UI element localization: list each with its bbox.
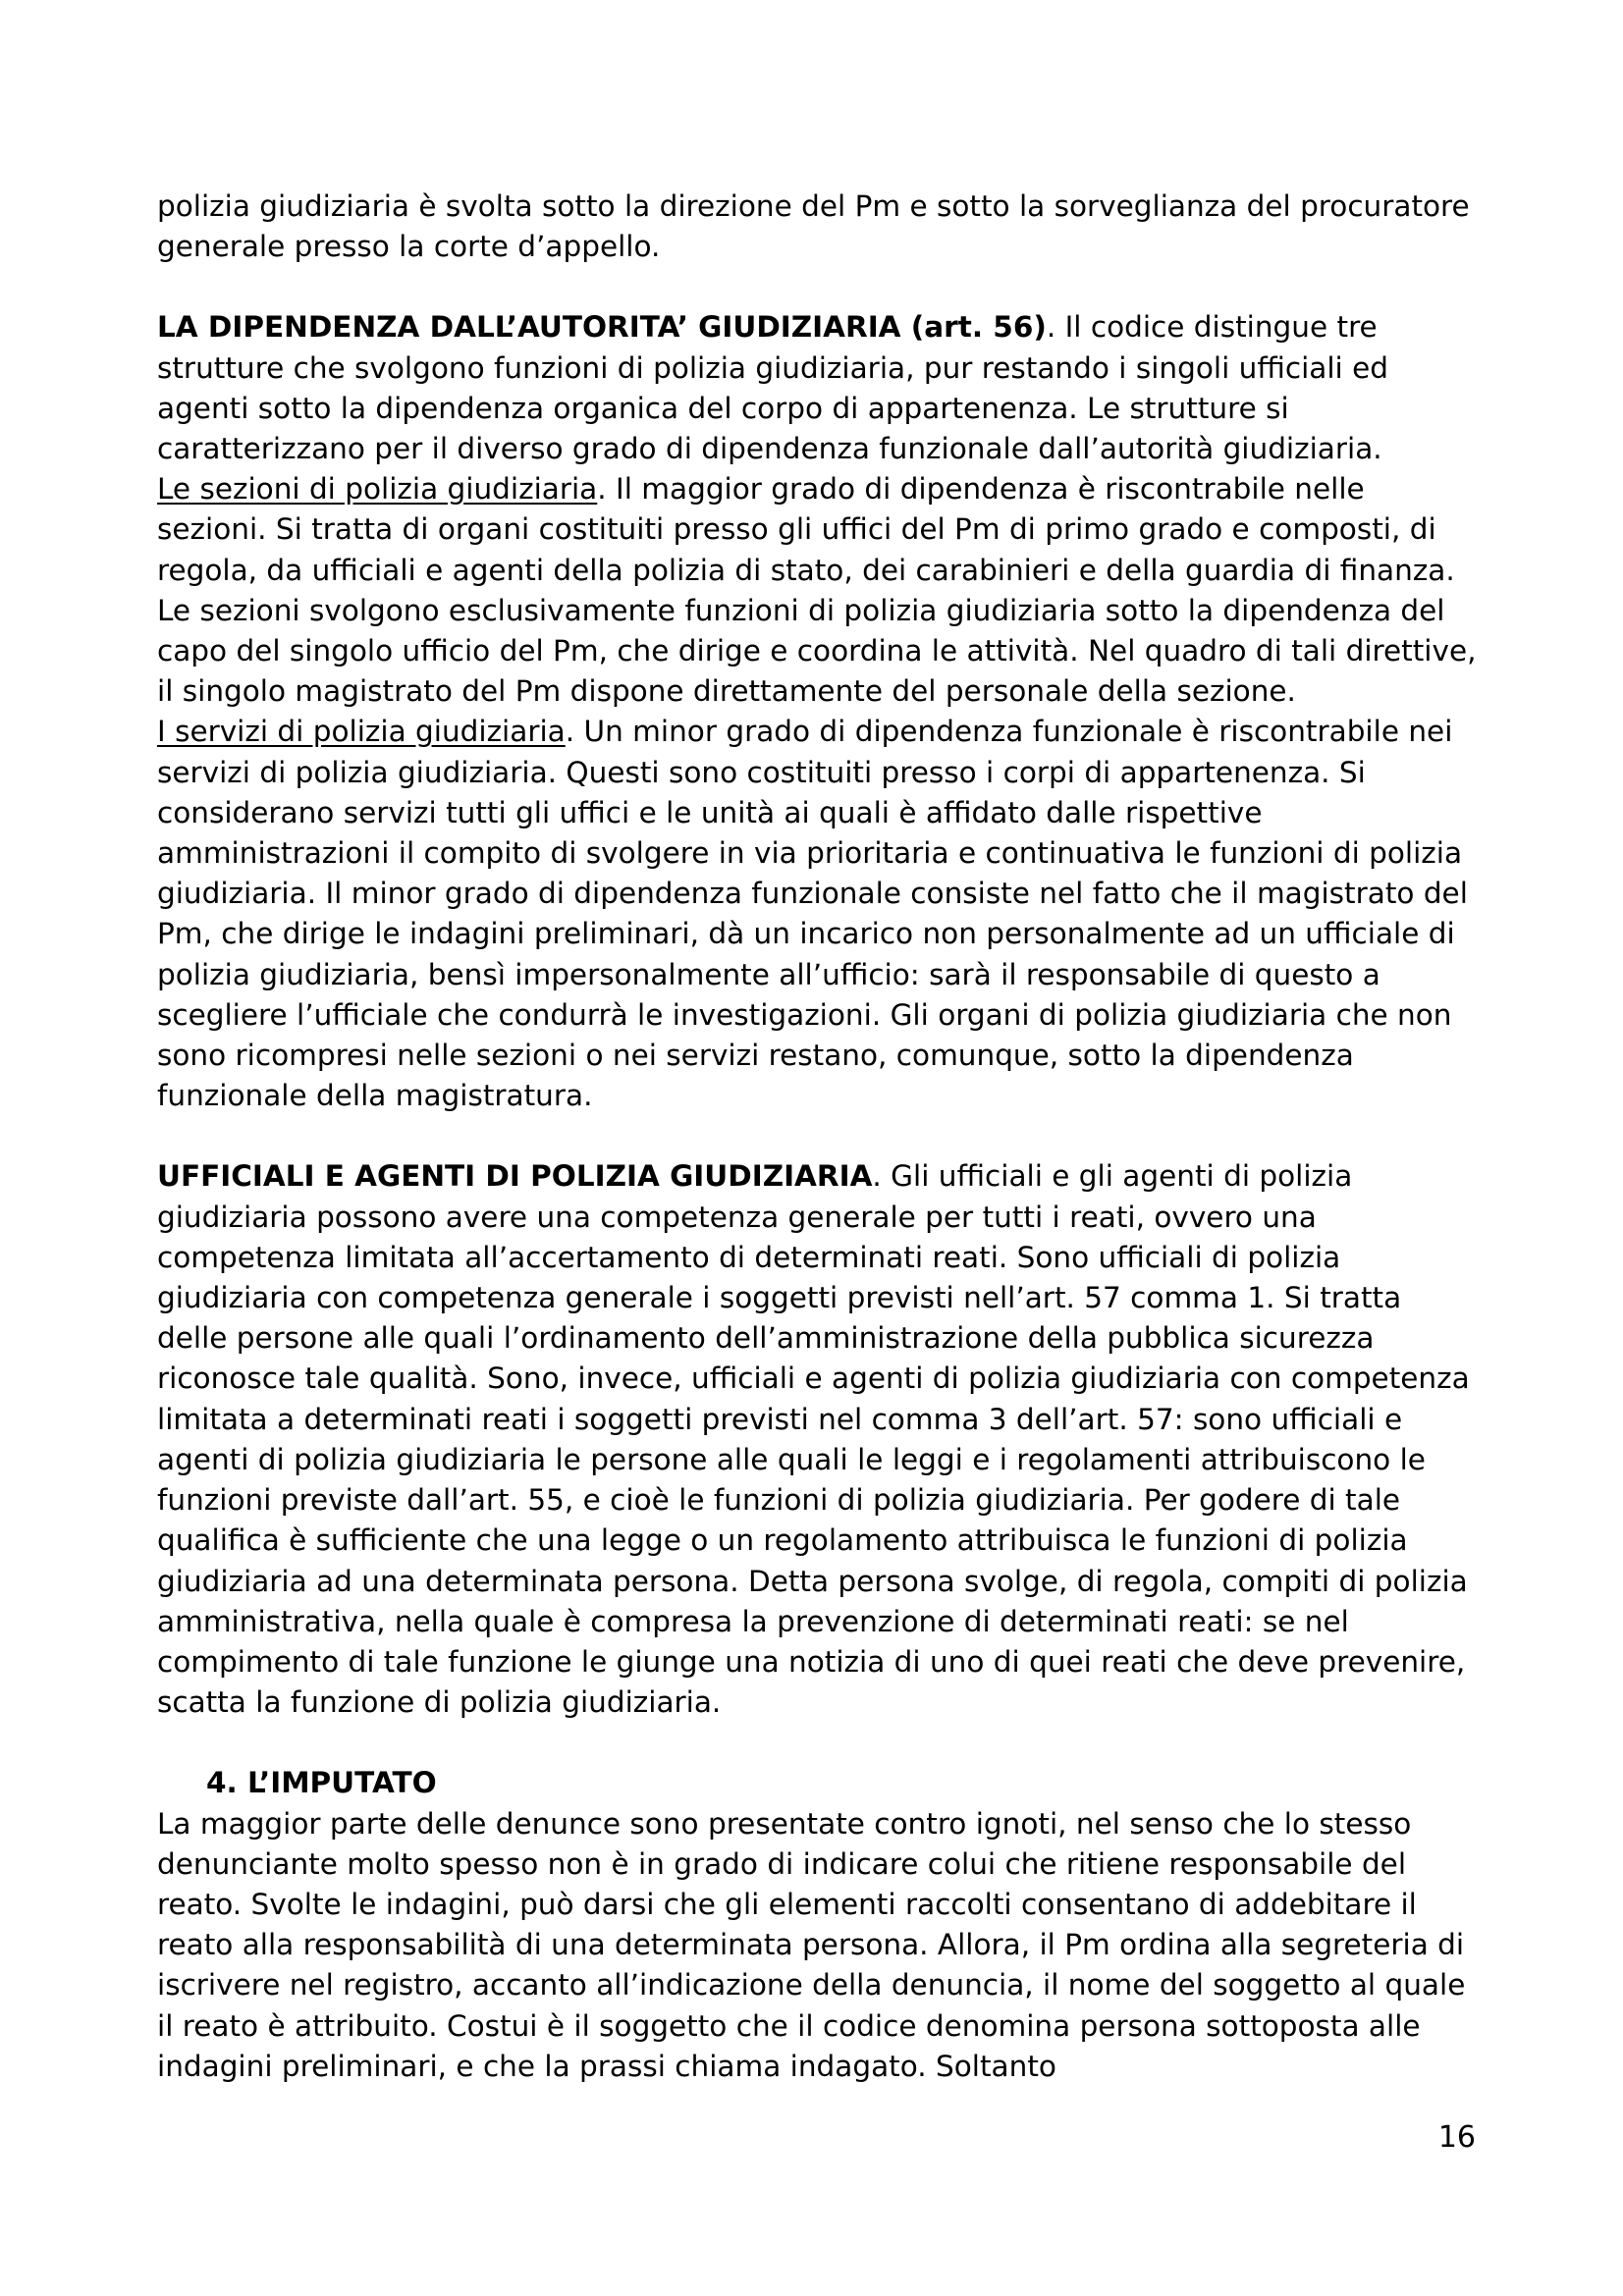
ufficiali-heading: UFFICIALI E AGENTI DI POLIZIA GIUDIZIARIA — [157, 1159, 873, 1194]
dipendenza-heading: LA DIPENDENZA DALL’AUTORITA’ GIUDIZIARIA (art. 56) — [157, 310, 1047, 345]
page-number: 16 — [1437, 2120, 1476, 2155]
ufficiali-paragraph — [157, 1156, 1478, 1723]
sezioni-text: . Il maggior grado di dipendenza è riscontrabile nelle sezioni. Si tratta di organi costituiti presso gli uffici del Pm di primo grado e composti, di regola, da ufficiali e agenti della polizia di stato, dei carabinieri e della guardia di finanza. Le sezioni svolgono esclusivamente funzioni di polizia giudiziaria sotto la dipendenza del capo del singolo ufficio del Pm, che dirige e coordina le attività. Nel quadro di tali direttive, il singolo magistrato del Pm dispone direttamente del personale della sezione. — [157, 472, 1477, 709]
ufficiali-text: . Gli ufficiali e gli agenti di polizia giudiziaria possono avere una competenza generale per tutti i reati, ovvero una competenza limitata all’accertamento di determinati reati. Sono ufficiali di polizia giudiziaria con competenza generale i soggetti previsti nell’art. 57 comma 1. Si tratta delle persone alle quali l’ordinamento dell’amministrazione della pubblica sicurezza riconosce tale qualità. Sono, invece, ufficiali e agenti di polizia giudiziaria con competenza limitata a determinati reati i soggetti previsti nel comma 3 dell’art. 57: sono ufficiali e agenti di polizia giudiziaria le persone alle quali le leggi e i regolamenti attribuiscono le funzioni previste dall’art. 55, e cioè le funzioni di polizia giudiziaria. Per godere di tale qualifica è sufficiente che una legge o un regolamento attribuisca le funzioni di polizia giudiziaria ad una determinata persona. Detta persona svolge, di regola, compiti di polizia amministrativa, nella quale è compresa la prevenzione di determinati reati: se nel compimento di tale funzione le giunge una notizia di uno di quei reati che deve prevenire, scatta la funzione di polizia giudiziaria. — [157, 1159, 1470, 1720]
sezioni-title: Le sezioni di polizia giudiziaria — [157, 472, 598, 507]
intro-paragraph — [157, 187, 1478, 267]
imputato-paragraph — [157, 1804, 1478, 2087]
dipendenza-text: . Il codice distingue tre strutture che svolgono funzioni di polizia giudiziaria, pur restando i singoli ufficiali ed agenti sotto la dipendenza organica del corpo di appartenenza. Le strutture si caratterizzano per il diverso grado di dipendenza funzionale dall’autorità giudiziaria. — [157, 310, 1388, 466]
section-number: 4. — [206, 1766, 238, 1800]
section-title: L’IMPUTATO — [247, 1766, 437, 1800]
servizi-paragraph — [157, 712, 1478, 1116]
servizi-text: . Un minor grado di dipendenza funzionale è riscontrabile nei servizi di polizia giudiziaria. Questi sono costituiti presso i corpi di appartenenza. Si considerano servizi tutti gli uffici e le unità ai quali è affidato dalle rispettive amministrazioni il compito di svolgere in via prioritaria e continuativa le funzioni di polizia giudiziaria. Il minor grado di dipendenza funzionale consiste nel fatto che il magistrato del Pm, che dirige le indagini preliminari, dà un incarico non personalmente ad un ufficiale di polizia giudiziaria, bensì impersonalmente all’ufficio: sarà il responsabile di questo a scegliere l’ufficiale che condurrà le investigazioni. Gli organi di polizia giudiziaria che non sono ricompresi nelle sezioni o nei servizi restano, comunque, sotto la dipendenza funzionale della magistratura. — [157, 715, 1468, 1113]
document-body — [157, 187, 1478, 2087]
dipendenza-paragraph — [157, 307, 1478, 469]
imputato-section-heading — [157, 1763, 1478, 1803]
intro-text: polizia giudiziaria è svolta sotto la direzione del Pm e sotto la sorveglianza del procuratore generale presso la corte d’appello. — [157, 189, 1470, 264]
servizi-title: I servizi di polizia giudiziaria — [157, 715, 566, 749]
imputato-text: La maggior parte delle denunce sono presentate contro ignoti, nel senso che lo stesso denunciante molto spesso non è in grado di indicare colui che ritiene responsabile del reato. Svolte le indagini, può darsi che gli elementi raccolti consentano di addebitare il reato alla responsabilità di una determinata persona. Allora, il Pm ordina alla segreteria di iscrivere nel registro, accanto all’indicazione della denuncia, il nome del soggetto al quale il reato è attribuito. Costui è il soggetto che il codice denomina persona sottoposta alle indagini preliminari, e che la prassi chiama indagato. Soltanto — [157, 1806, 1466, 2083]
sezioni-paragraph — [157, 469, 1478, 712]
